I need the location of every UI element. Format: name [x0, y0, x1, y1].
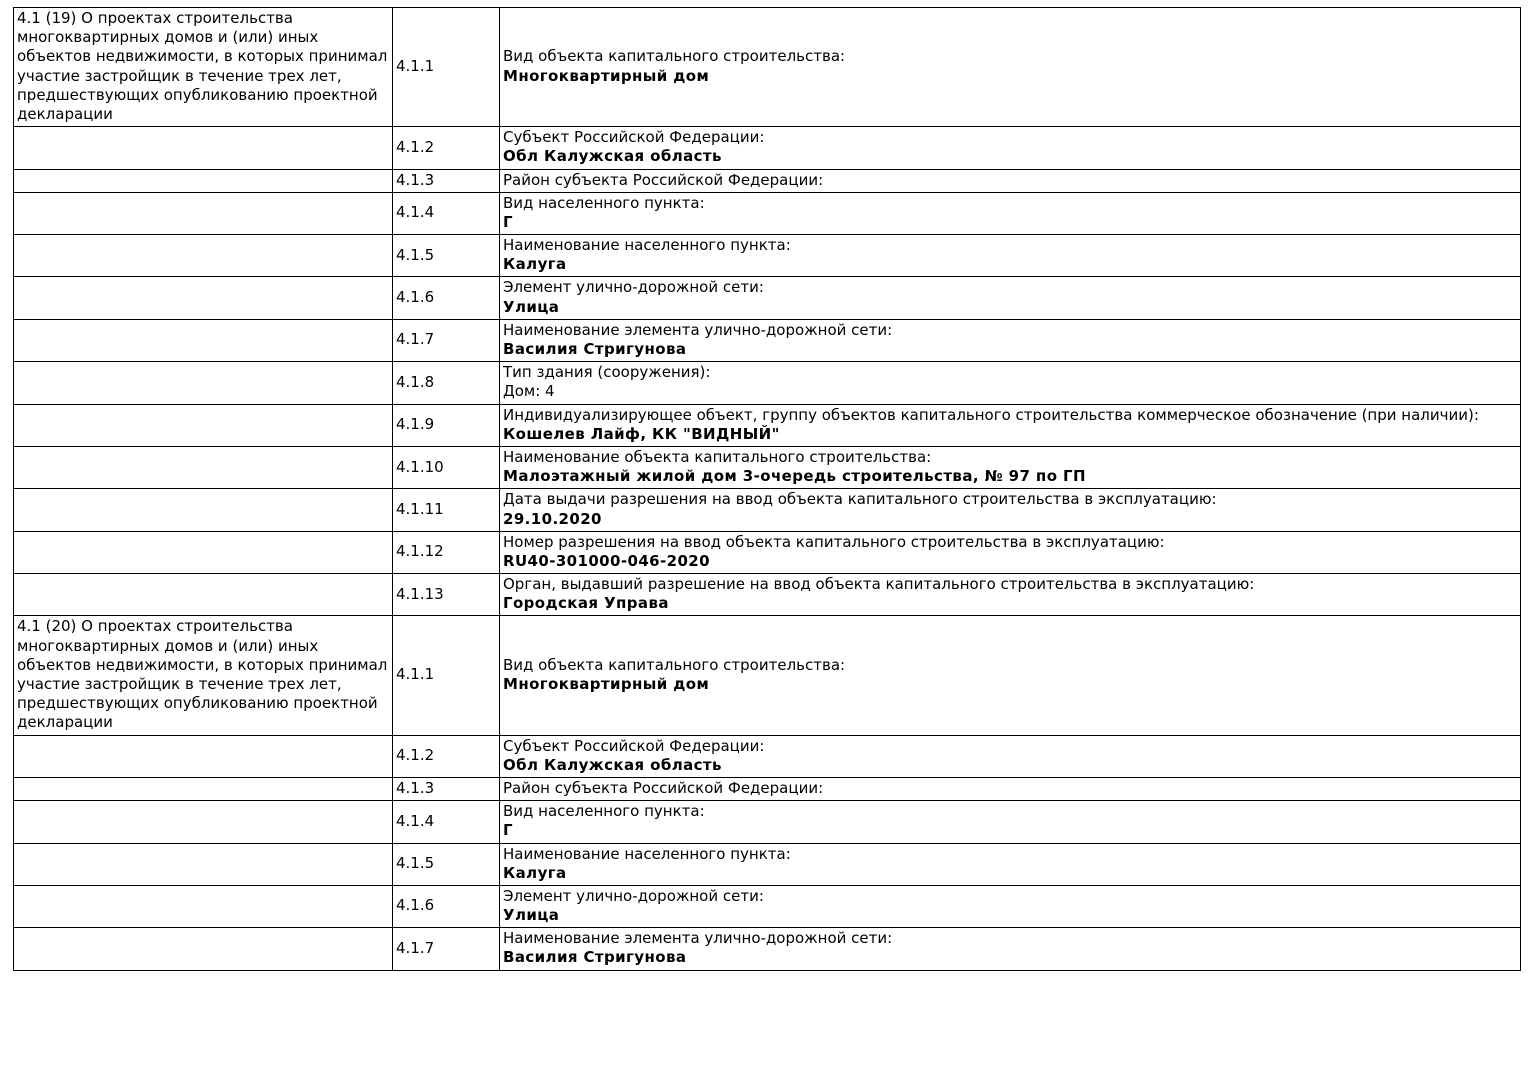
field-value: Многоквартирный дом: [503, 675, 710, 693]
section-description-empty: [14, 319, 393, 361]
row-code: 4.1.3: [393, 777, 500, 800]
field-value: Василия Стригунова: [503, 340, 687, 358]
row-content: [500, 616, 1521, 735]
section-description: 4.1 (20) О проектах строительства многоквартирных домов и (или) иных объектов недвижимости, в которых принимал участие застройщик в течение трех лет, предшествующих опубликованию проектной декларации: [14, 616, 393, 735]
row-content: [500, 362, 1521, 404]
row-content: [500, 192, 1521, 234]
row-code: 4.1.4: [393, 801, 500, 843]
field-label: Район субъекта Российской Федерации:: [503, 170, 824, 189]
row-content: [500, 8, 1521, 127]
section-description-empty: [14, 777, 393, 800]
row-content: [500, 277, 1521, 319]
field-value: Василия Стригунова: [503, 948, 687, 967]
row-code: 4.1.1: [393, 8, 500, 127]
section-description-empty: [14, 446, 393, 488]
field-label: Наименование населенного пункта:: [503, 236, 791, 255]
row-code: 4.1.12: [393, 531, 500, 573]
field-value: RU40-301000-046-2020: [503, 551, 710, 570]
field-value: Дом: 4: [503, 382, 555, 401]
row-code: 4.1.5: [393, 843, 500, 885]
row-content: [500, 446, 1521, 488]
row-code: 4.1.4: [393, 192, 500, 234]
row-content: [500, 843, 1521, 885]
section-description-empty: [14, 531, 393, 573]
field-label: Субъект Российской Федерации:: [503, 128, 765, 147]
field-value: Калуга: [503, 255, 567, 274]
table-row: [14, 531, 1521, 573]
row-content: [500, 169, 1521, 192]
row-content: [500, 489, 1521, 531]
section-description-empty: [14, 885, 393, 927]
field-label: Вид населенного пункта:: [503, 802, 705, 821]
row-content: [500, 777, 1521, 800]
field-label: Тип здания (сооружения):: [503, 363, 711, 382]
row-content: [500, 928, 1521, 970]
table-row: [14, 843, 1521, 885]
row-content: [500, 801, 1521, 843]
field-label: Орган, выдавший разрешение на ввод объекта капитального строительства в эксплуатацию:: [503, 575, 1255, 594]
field-label: Наименование элемента улично-дорожной сети:: [503, 929, 893, 948]
declaration-table: [13, 7, 1521, 971]
row-content: [500, 319, 1521, 361]
section-description-empty: [14, 277, 393, 319]
field-value: Кошелев Лайф, КК "ВИДНЫЙ": [503, 424, 780, 443]
table-row: [14, 801, 1521, 843]
section-description-empty: [14, 404, 393, 446]
row-code: 4.1.2: [393, 735, 500, 777]
section-description-empty: [14, 801, 393, 843]
row-content: [500, 531, 1521, 573]
field-label: Вид населенного пункта:: [503, 193, 705, 212]
field-label: Район субъекта Российской Федерации:: [503, 778, 824, 797]
section-description-empty: [14, 235, 393, 277]
section-description-empty: [14, 362, 393, 404]
field-value: 29.10.2020: [503, 509, 602, 528]
section-description-empty: [14, 735, 393, 777]
declaration-table-body: [14, 8, 1521, 971]
field-value: Городская Управа: [503, 594, 669, 613]
row-code: 4.1.6: [393, 277, 500, 319]
field-label: Вид объекта капитального строительства:: [503, 655, 846, 674]
field-label: Субъект Российской Федерации:: [503, 736, 765, 755]
field-value: Г: [503, 212, 513, 231]
table-row: [14, 446, 1521, 488]
section-description-empty: [14, 574, 393, 616]
row-content: [500, 885, 1521, 927]
section-description-empty: [14, 928, 393, 970]
field-value: Калуга: [503, 863, 567, 882]
table-row: [14, 127, 1521, 169]
field-value: Многоквартирный дом: [503, 66, 710, 85]
row-code: 4.1.13: [393, 574, 500, 616]
field-label: Дата выдачи разрешения на ввод объекта капитального строительства в эксплуатацию:: [503, 490, 1217, 509]
field-value: Улица: [503, 297, 560, 316]
table-row: [14, 885, 1521, 927]
field-label: Элемент улично-дорожной сети:: [503, 278, 764, 297]
field-value: Обл Калужская область: [503, 755, 722, 774]
table-row: [14, 192, 1521, 234]
row-code: 4.1.8: [393, 362, 500, 404]
table-row: [14, 404, 1521, 446]
field-value: Малоэтажный жилой дом 3-очередь строительства, № 97 по ГП: [503, 467, 1086, 486]
row-code: 4.1.9: [393, 404, 500, 446]
field-label: Элемент улично-дорожной сети:: [503, 886, 764, 905]
row-code: 4.1.3: [393, 169, 500, 192]
table-row: [14, 235, 1521, 277]
table-row: [14, 319, 1521, 361]
row-code: 4.1.5: [393, 235, 500, 277]
table-row: [14, 735, 1521, 777]
row-code: 4.1.2: [393, 127, 500, 169]
field-label: Вид объекта капитального строительства:: [503, 47, 846, 66]
field-value: Улица: [503, 906, 560, 925]
table-row: [14, 574, 1521, 616]
field-label: Наименование объекта капитального строительства:: [503, 447, 932, 466]
row-code: 4.1.7: [393, 319, 500, 361]
table-row: [14, 489, 1521, 531]
row-content: [500, 574, 1521, 616]
row-content: [500, 404, 1521, 446]
table-row: [14, 616, 1521, 735]
table-row: [14, 362, 1521, 404]
row-content: [500, 127, 1521, 169]
row-content: [500, 735, 1521, 777]
field-value: Г: [503, 821, 513, 840]
table-row: [14, 169, 1521, 192]
field-label: Наименование населенного пункта:: [503, 844, 791, 863]
field-label: Наименование элемента улично-дорожной сети:: [503, 320, 893, 339]
table-row: [14, 277, 1521, 319]
table-row: [14, 777, 1521, 800]
row-code: 4.1.1: [393, 616, 500, 735]
table-row: [14, 928, 1521, 970]
row-code: 4.1.7: [393, 928, 500, 970]
section-description-empty: [14, 127, 393, 169]
row-code: 4.1.10: [393, 446, 500, 488]
table-row: [14, 8, 1521, 127]
section-description-empty: [14, 843, 393, 885]
section-description-empty: [14, 489, 393, 531]
section-description-empty: [14, 169, 393, 192]
field-label: Номер разрешения на ввод объекта капитального строительства в эксплуатацию:: [503, 532, 1165, 551]
section-description-empty: [14, 192, 393, 234]
row-code: 4.1.6: [393, 885, 500, 927]
row-code: 4.1.11: [393, 489, 500, 531]
section-description: 4.1 (19) О проектах строительства многоквартирных домов и (или) иных объектов недвижимости, в которых принимал участие застройщик в течение трех лет, предшествующих опубликованию проектной декларации: [14, 8, 393, 127]
field-label: Индивидуализирующее объект, группу объектов капитального строительства коммерческое обозначение (при наличии):: [503, 405, 1479, 424]
row-content: [500, 235, 1521, 277]
field-value: Обл Калужская область: [503, 147, 722, 166]
